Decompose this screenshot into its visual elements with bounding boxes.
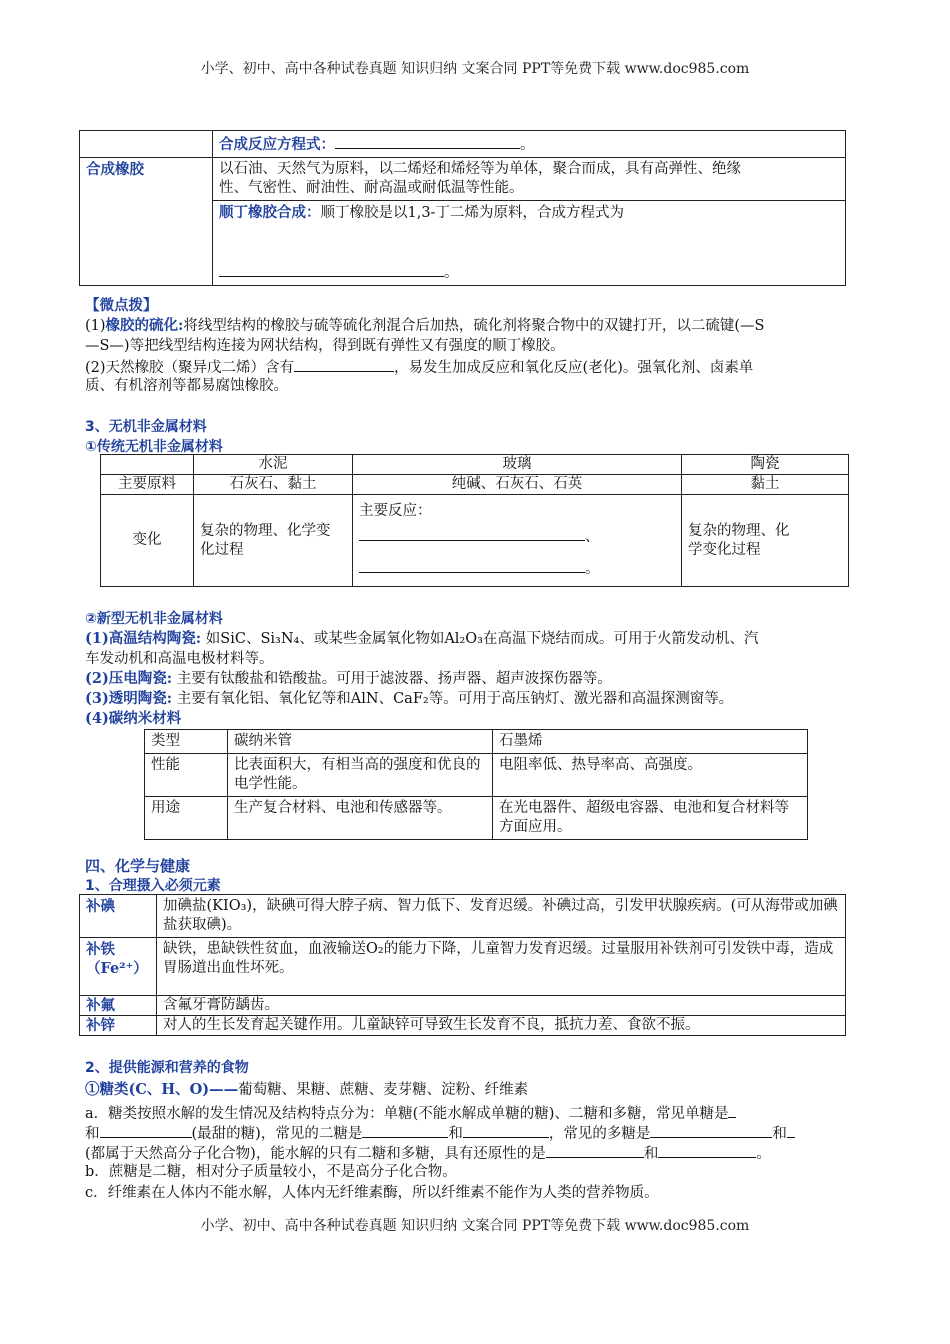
traditional-materials-table: 水泥 玻璃 陶瓷 主要原料 石灰石、黏土 纯碱、石灰石、石英 黏土 变化 复杂的物理、化学变 化过程 主要反应： 、 。 复杂的物理、化 学变化过程 (100, 454, 849, 587)
reaction-blank (335, 133, 520, 149)
section4-sub1: 1、合理摄入必须元素 (85, 878, 221, 894)
carbon-nano-table: 类型 碳纳米管 石墨烯 性能 比表面积大，有相当高的强度和优良的电学性能。 电阻率低、热导率高、高强度。 用途 生产复合材料、电池和传感器等。 在光电器件、超级电容器、电池和复合材料等方面应用。 (144, 729, 808, 840)
cis-rubber-label: 顺丁橡胶合成： (219, 204, 321, 221)
disaccharide-blank-2 (463, 1122, 549, 1138)
tip-blank (294, 356, 394, 372)
synthetic-rubber-heading: 合成橡胶 (80, 158, 213, 286)
reducing-sugar-blank-2 (658, 1142, 756, 1158)
section3-sub1: ①传统无机非金属材料 (85, 439, 223, 455)
rubber-table: 合成反应方程式： 。 合成橡胶 以石油、天然气为原料，以二烯烃和烯烃等为单体，聚合而成，具有高弹性、绝缘 性、气密性、耐油性、耐高温或耐低温等性能。 顺丁橡胶合成：顺丁橡胶是以1,3-丁二烯为原料，合成方程式为 。 (79, 130, 846, 286)
cis-rubber-blank (219, 261, 444, 277)
glass-reaction-blank-1 (359, 525, 585, 541)
disaccharide-blank-1 (362, 1122, 448, 1138)
elements-table: 补碘 加碘盐(KIO₃)，缺碘可得大脖子病、智力低下、发育迟缓。补碘过高，引发甲状腺疾病。(可从海带或加碘盐获取碘)。 补铁（Fe²⁺） 缺铁，患缺铁性贫血，血液输送O₂的能力下降，儿童智力发育迟缓。过量服用补铁剂可引发铁中毒，造成胃肠道出血性坏死。 补氟 含氟牙膏防龋齿。 补锌 对人的生长发育起关键作用。儿童缺锌可导致生长发育不良，抵抗力差、食欲不振。 (79, 894, 846, 1036)
reaction-label: 合成反应方程式： (219, 136, 335, 153)
glass-reaction-blank-2 (359, 557, 585, 573)
reducing-sugar-blank-1 (546, 1142, 644, 1158)
section3-title: 3、无机非金属材料 (85, 419, 207, 435)
polysaccharide-blank-1 (650, 1122, 772, 1138)
page-footer: 小学、初中、高中各种试卷真题 知识归纳 文案合同 PPT等免费下载 www.doc985.com (200, 1218, 750, 1234)
tip-title: 【微点拨】 (85, 297, 158, 314)
monosaccharide-blank-2 (100, 1122, 192, 1138)
page-header: 小学、初中、高中各种试卷真题 知识归纳 文案合同 PPT等免费下载 www.doc985.com (200, 61, 750, 77)
section4-sub2: 2、提供能源和营养的食物 (85, 1060, 249, 1076)
section4-title: 四、化学与健康 (85, 857, 191, 875)
section3-sub2: ②新型无机非金属材料 (85, 611, 223, 627)
